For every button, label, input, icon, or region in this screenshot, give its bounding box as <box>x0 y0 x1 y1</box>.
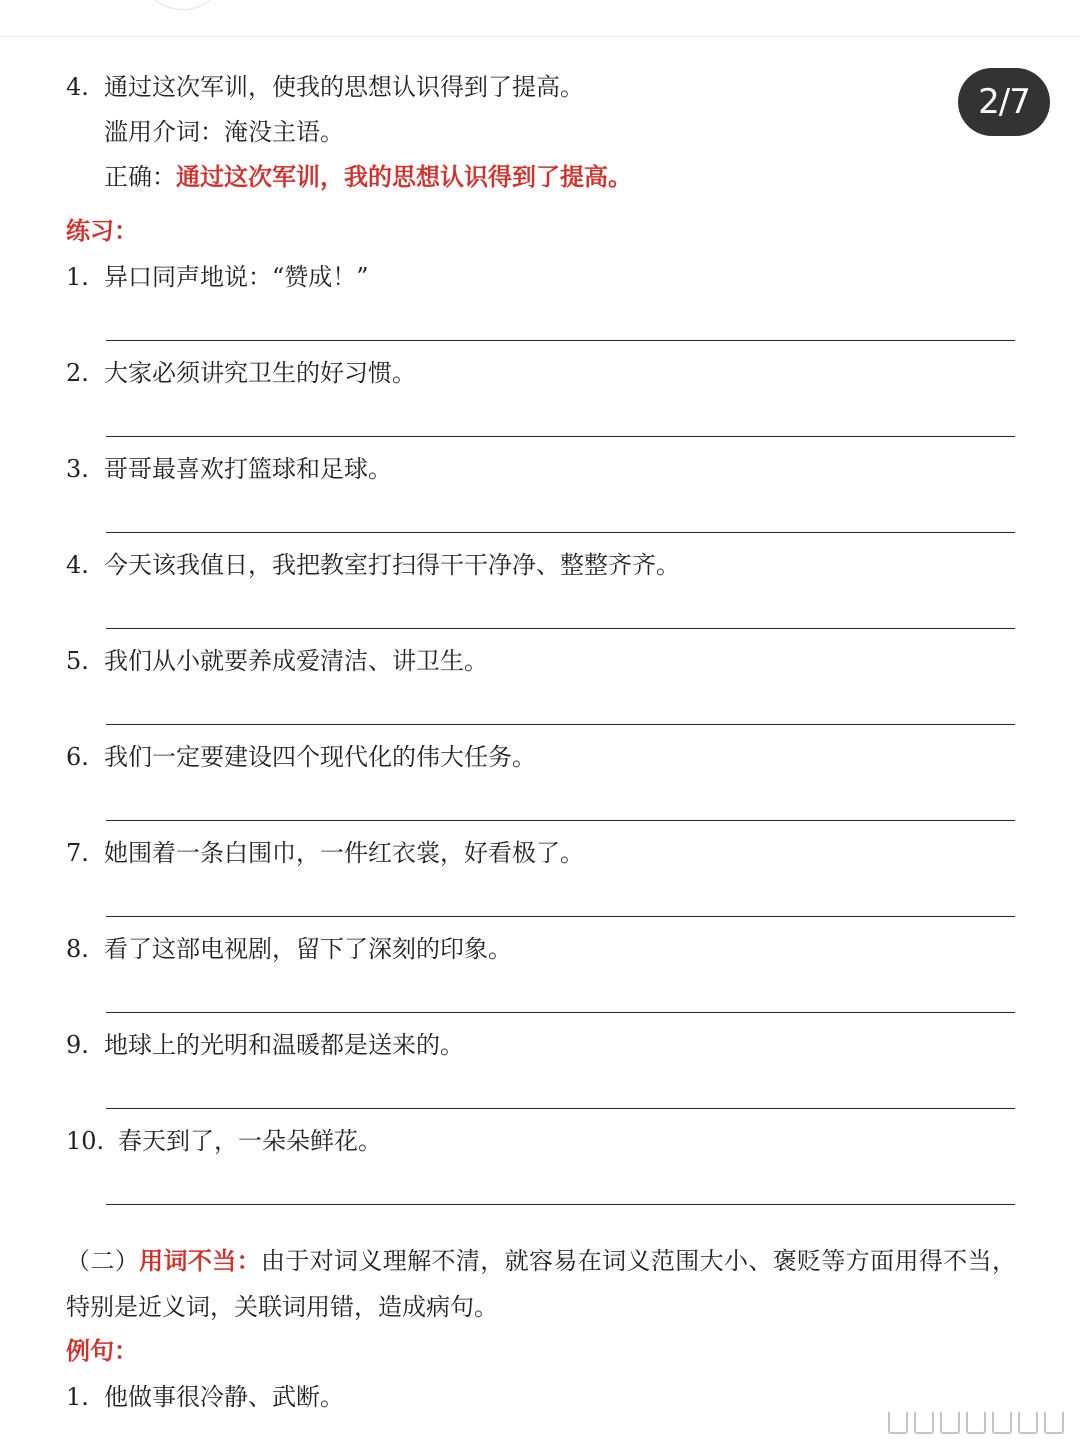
practice-item-text: 哥哥最喜欢打篮球和足球。 <box>104 455 392 483</box>
answer-line[interactable] <box>106 532 1015 533</box>
practice-item-text: 我们一定要建设四个现代化的伟大任务。 <box>104 743 536 771</box>
practice-item-text: 大家必须讲究卫生的好习惯。 <box>104 359 416 387</box>
answer-line[interactable] <box>106 436 1015 437</box>
toolbar-icon[interactable] <box>1044 1412 1064 1434</box>
practice-item-number: 10. <box>66 1127 105 1155</box>
practice-item-text: 我们从小就要养成爱清洁、讲卫生。 <box>104 647 488 675</box>
practice-item-text: 看了这部电视剧，留下了深刻的印象。 <box>104 935 512 963</box>
practice-item-number: 8. <box>66 935 89 963</box>
practice-item-number: 7. <box>66 839 89 867</box>
answer-line[interactable] <box>106 820 1015 821</box>
top-divider <box>0 36 1080 37</box>
page-indicator-badge: 2/7 <box>958 68 1050 136</box>
example-item-number: 1. <box>66 1383 89 1411</box>
intro-item-number: 4. <box>66 73 89 101</box>
example-item-text: 他做事很冷静、武断。 <box>104 1383 344 1411</box>
answer-line[interactable] <box>106 1108 1015 1109</box>
practice-item-number: 4. <box>66 551 89 579</box>
top-decorative-arc <box>142 0 224 10</box>
section-two-description: 由于对词义理解不清，就容易在词义范围大小、褒贬等方面用得不当，特别是近义词，关联词用错，造成病句。 <box>66 1247 1017 1321</box>
answer-line[interactable] <box>106 724 1015 725</box>
example-item <box>66 1380 344 1414</box>
practice-item <box>66 932 512 966</box>
toolbar-icon[interactable] <box>940 1412 960 1434</box>
practice-item <box>66 452 392 486</box>
answer-line[interactable] <box>106 340 1015 341</box>
practice-item-text: 春天到了，一朵朵鲜花。 <box>118 1127 382 1155</box>
toolbar-icon[interactable] <box>914 1412 934 1434</box>
bottom-toolbar <box>888 1406 1064 1434</box>
toolbar-icon[interactable] <box>1018 1412 1038 1434</box>
practice-item <box>66 644 488 678</box>
section-two-title: 用词不当： <box>139 1246 261 1275</box>
practice-item <box>66 548 680 582</box>
answer-line[interactable] <box>106 1204 1015 1205</box>
practice-item <box>66 1124 382 1158</box>
practice-item <box>66 740 536 774</box>
practice-item-number: 5. <box>66 647 89 675</box>
practice-item-number: 2. <box>66 359 89 387</box>
section-two-paragraph <box>66 1238 1016 1330</box>
practice-item-number: 1. <box>66 263 89 291</box>
practice-item <box>66 836 584 870</box>
practice-item-text: 今天该我值日，我把教室打扫得干干净净、整整齐齐。 <box>104 551 680 579</box>
practice-item-text: 异口同声地说：“赞成！” <box>104 263 369 291</box>
section-two-prefix: （二） <box>66 1247 140 1275</box>
intro-correct-label: 正确： <box>104 163 176 191</box>
intro-correct-text: 通过这次军训，我的思想认识得到了提高。 <box>176 162 632 191</box>
intro-analysis: 滥用介词：淹没主语。 <box>104 118 344 146</box>
intro-item-sentence: 通过这次军训，使我的思想认识得到了提高。 <box>104 73 584 101</box>
examples-heading: 例句： <box>66 1336 138 1365</box>
practice-item <box>66 260 369 294</box>
answer-line[interactable] <box>106 628 1015 629</box>
answer-line[interactable] <box>106 916 1015 917</box>
practice-item-number: 9. <box>66 1031 89 1059</box>
practice-item <box>66 1028 464 1062</box>
practice-item <box>66 356 416 390</box>
intro-correction <box>104 160 632 194</box>
intro-item <box>66 70 584 104</box>
practice-item-number: 3. <box>66 455 89 483</box>
toolbar-icon[interactable] <box>966 1412 986 1434</box>
practice-heading: 练习： <box>66 216 138 245</box>
toolbar-icon[interactable] <box>888 1412 908 1434</box>
practice-item-text: 她围着一条白围巾，一件红衣裳，好看极了。 <box>104 839 584 867</box>
answer-line[interactable] <box>106 1012 1015 1013</box>
toolbar-icon[interactable] <box>992 1412 1012 1434</box>
practice-item-text: 地球上的光明和温暖都是送来的。 <box>104 1031 464 1059</box>
practice-item-number: 6. <box>66 743 89 771</box>
